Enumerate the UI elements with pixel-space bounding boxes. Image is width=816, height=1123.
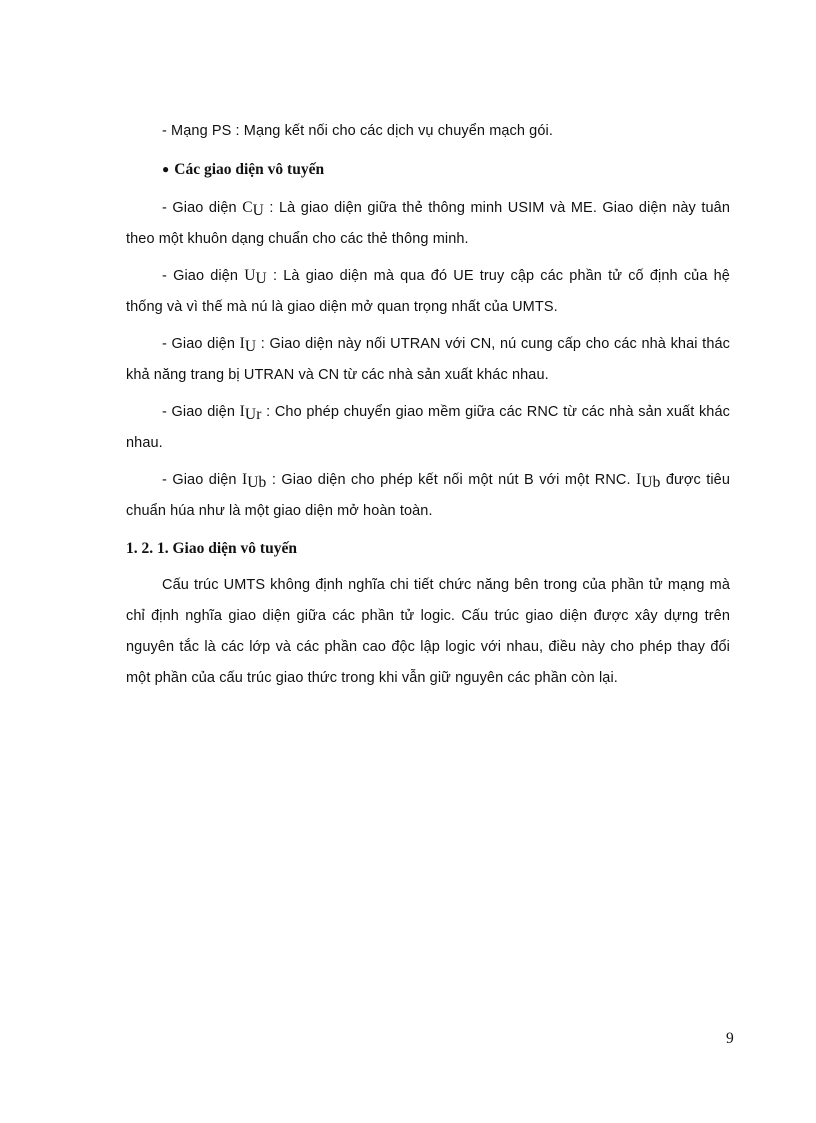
iub-symbol-2: I [636, 471, 642, 488]
body-paragraph-text: Cấu trúc UMTS không định nghĩa chi tiết chức năng bên trong của phần tử mạng mà chỉ định nghĩa giao diện giữa các phần tử logic. Cấu trúc giao diện được xây dựng trên nguyên tắc là các lớp và các phần cao độc lập logic với nhau, điều này cho phép thay đổi một phần của cấu trúc giao thức trong khi vẫn giữ nguyên các phần còn lại. [126, 577, 730, 686]
iur-text: : Cho phép chuyển giao mềm giữa các RNC từ các nhà sản xuất khác nhau. [126, 404, 730, 451]
cu-interface-paragraph [126, 192, 730, 255]
iub-text-a: : Giao diện cho phép kết nối một nút B với một RNC. [266, 472, 637, 488]
cu-text: : Là giao diện giữa thẻ thông minh USIM và ME. Giao diện này tuân theo một khuôn dạng chuẩn cho các thẻ thông minh. [126, 200, 730, 247]
uu-prefix: - Giao diện [162, 268, 245, 284]
iur-symbol: I [239, 403, 245, 420]
iu-text: : Giao diện này nối UTRAN với CN, nú cung cấp cho các nhà khai thác khả năng trang bị UTRAN và CN từ các nhà sản xuất khác nhau. [126, 336, 730, 383]
iu-interface-paragraph [126, 328, 730, 391]
ps-network-text: - Mạng PS : Mạng kết nối cho các dịch vụ chuyển mạch gói. [162, 123, 553, 139]
body-paragraph [126, 570, 730, 694]
iub-subscript: Ub [247, 474, 267, 491]
iu-prefix: - Giao diện [162, 336, 240, 352]
uu-symbol: U [244, 267, 256, 284]
bullet-heading [162, 154, 324, 185]
ps-network-line [126, 116, 730, 147]
bullet-heading-text: Các giao diện vô tuyến [174, 161, 325, 178]
cu-prefix: - Giao diện [162, 200, 243, 216]
uu-subscript: U [255, 270, 267, 287]
uu-text: : Là giao diện mà qua đó UE truy cập các phần tử cố định của hệ thống và vì thế mà nú là giao diện mở quan trọng nhất của UMTS. [126, 268, 730, 315]
iur-interface-paragraph [126, 396, 730, 459]
iur-prefix: - Giao diện [162, 404, 240, 420]
iur-subscript: Ur [244, 406, 262, 423]
cu-subscript: U [252, 202, 264, 219]
iub-interface-paragraph [126, 464, 730, 527]
page-number: 9 [726, 1030, 734, 1047]
iu-subscript: U [244, 338, 257, 355]
iub-symbol: I [242, 471, 248, 488]
bullet-icon: ● [162, 162, 170, 176]
iub-subscript-2: Ub [641, 474, 661, 491]
iub-prefix: - Giao diện [162, 472, 242, 488]
iu-symbol: I [239, 335, 245, 352]
iub-text-b: được tiêu chuẩn húa như là một giao diện mở hoàn toàn. [126, 472, 730, 519]
section-heading [126, 533, 297, 564]
uu-interface-paragraph [126, 260, 730, 323]
cu-symbol: C [242, 199, 253, 216]
section-heading-text: 1. 2. 1. Giao diện vô tuyến [126, 540, 297, 557]
